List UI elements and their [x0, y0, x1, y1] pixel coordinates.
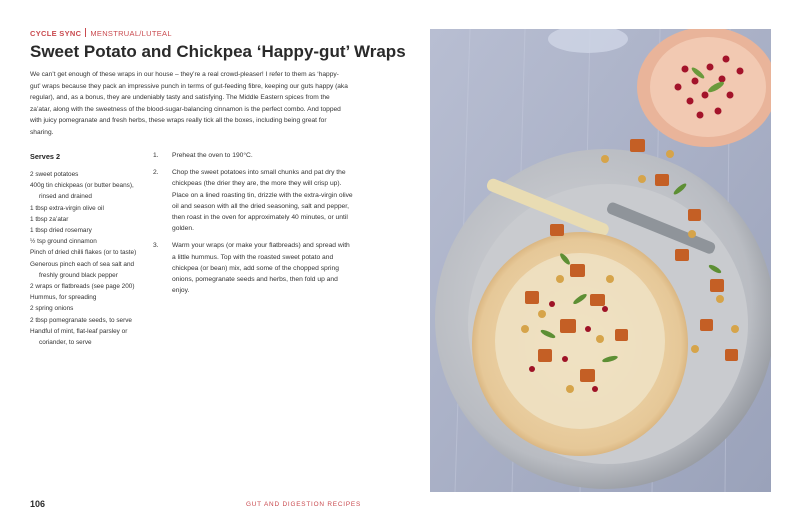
ingredient-item: Handful of mint, flat-leaf parsley or coriander, to serve — [30, 327, 128, 347]
pomegranate-bowl-inner — [650, 37, 766, 137]
step-text: Preheat the oven to 190°C. — [172, 152, 253, 159]
ingredient-item: 2 tbsp pomegranate seeds, to serve — [30, 316, 132, 324]
step-number: 2. — [153, 169, 159, 177]
method-step — [153, 150, 353, 161]
section-footer: GUT AND DIGESTION RECIPES — [246, 501, 362, 508]
page-number: 106 — [30, 499, 46, 509]
kicker-divider — [85, 28, 86, 37]
ingredient-item: Pinch of dried chilli flakes (or to taste) — [30, 249, 137, 257]
ingredient-item: 2 sweet potatoes — [30, 171, 79, 178]
step-text: Chop the sweet potatoes into small chunks and pat dry the chickpeas (the drier they are, the more they will crisp up). Place on a lined roasting tin, drizzle with the extra-virgin olive oil and season with all the dried seasoning, salt and pepper, then roast in the oven for approximately 40 minutes, or until golden. — [172, 169, 353, 233]
kicker-label: CYCLE SYNC — [30, 29, 82, 38]
flatbread-wrap-photo — [430, 29, 771, 492]
ingredient-item: 2 wraps or flatbreads (see page 200) — [30, 283, 135, 291]
ingredient-item: ½ tsp ground cinnamon — [30, 238, 97, 246]
step-number: 1. — [153, 152, 159, 159]
step-number: 3. — [153, 242, 159, 250]
serves-label: Serves 2 — [30, 152, 61, 161]
ingredient-item: 400g tin chickpeas (or butter beans), rinsed and drained — [30, 182, 134, 201]
ingredient-item: 1 tbsp za’atar — [30, 215, 69, 223]
method-step — [153, 240, 353, 296]
section-kicker — [30, 28, 172, 38]
ingredient-list — [30, 169, 140, 348]
ingredient-item: Generous pinch each of sea salt and freshly ground black pepper — [30, 260, 135, 279]
ingredient-item: 1 tbsp extra-virgin olive oil — [30, 204, 104, 212]
recipe-title: Sweet Potato and Chickpea ‘Happy-gut’ Wraps — [30, 42, 406, 61]
hummus-spread — [495, 253, 665, 429]
ingredient-item: Hummus, for spreading — [30, 294, 97, 302]
ingredient-item: 1 tbsp dried rosemary — [30, 227, 92, 235]
recipe-intro: We can’t get enough of these wraps in our house – they’re a real crowd-pleaser! I refer to them as ‘happy-gut’ wraps because they pack an impressive punch in terms of gut-feeding fibre, keeping our guts happy (aka regular), and, as a bonus, they are undeniably tasty and satisfying. The Middle Eastern spices from the za’atar, along with the sweetness of the blood-sugar-balancing cinnamon is the perfect combo. And topped with juicy pomegranate and fresh herbs, these wraps really tick all the boxes, including being great for sharing. — [30, 71, 348, 136]
kicker-sublabel: MENSTRUAL/LUTEAL — [90, 29, 172, 38]
method-step — [153, 167, 353, 234]
recipe-text-column — [30, 0, 410, 521]
method-steps — [153, 150, 353, 302]
ingredient-item: 2 spring onions — [30, 305, 74, 313]
step-text: Warm your wraps (or make your flatbreads) and spread with a little hummus. Top with the roasted sweet potato and chickpea (or bean) mix, add some of the chopped spring onions, pomegranate seeds and herbs, then fold up and enjoy. — [172, 242, 350, 295]
